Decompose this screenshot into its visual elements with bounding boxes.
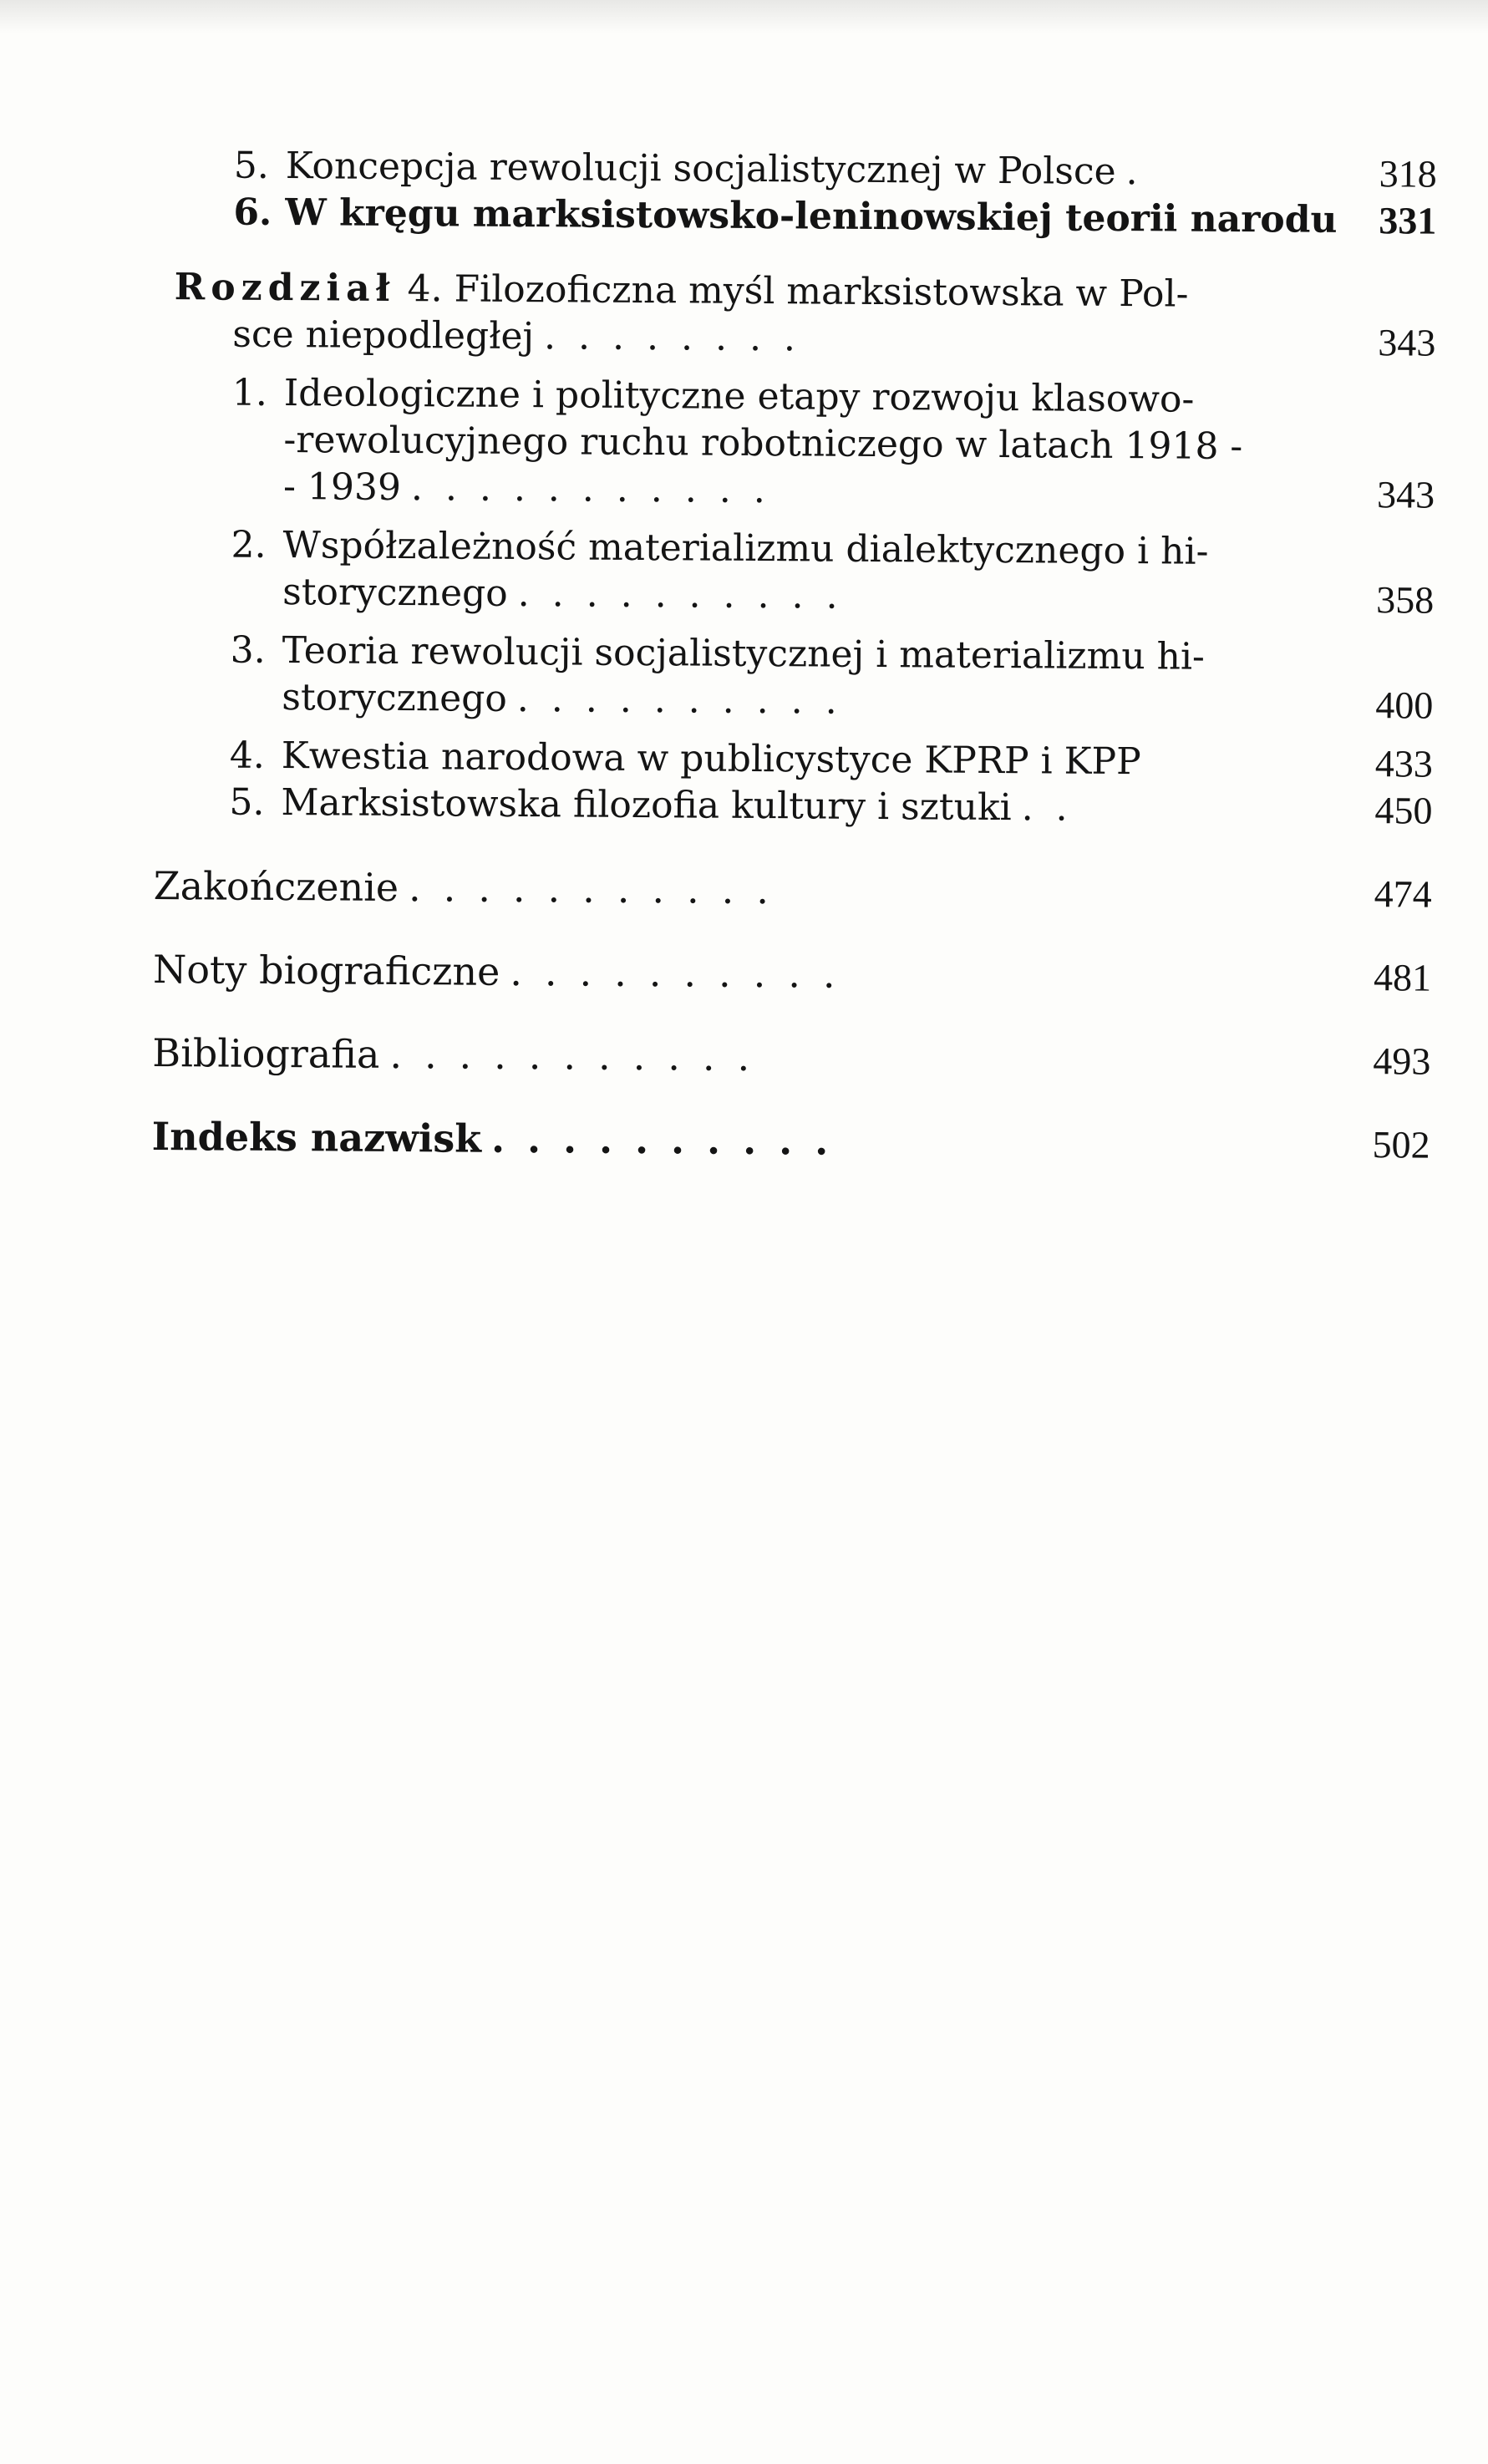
entry-title: Indeks nazwisk bbox=[151, 1113, 482, 1161]
entry-number: 5. bbox=[229, 780, 265, 824]
entry-title: Marksistowska filozofia kultury i sztuki bbox=[281, 781, 1012, 830]
toc-entry-continuation[interactable] bbox=[232, 312, 1435, 367]
entry-title-line1: Współzależność materializmu dialektycznego i hi- bbox=[282, 524, 1209, 573]
toc-entry[interactable] bbox=[232, 370, 1435, 425]
entry-title-line1: Ideologiczne i polityczne etapy rozwoju klasowo- bbox=[283, 372, 1195, 421]
toc-entry-indeks-nazwisk[interactable] bbox=[151, 1113, 1430, 1169]
scan-edge-shadow bbox=[0, 0, 1488, 33]
toc-entry[interactable] bbox=[231, 627, 1434, 683]
page-number: 343 bbox=[1376, 473, 1435, 516]
entry-number: 3. bbox=[230, 628, 266, 672]
toc-entry[interactable] bbox=[234, 143, 1437, 198]
leader-dots: ........... bbox=[410, 466, 788, 512]
page-number: 474 bbox=[1374, 872, 1432, 916]
toc-entry-zakonczenie[interactable] bbox=[154, 862, 1432, 918]
entry-number: 2. bbox=[231, 523, 267, 566]
entry-number: 4. bbox=[229, 734, 266, 777]
entry-title-line2: -rewolucyjnego ruchu robotniczego w latach 1918 - bbox=[283, 419, 1243, 469]
toc-entry[interactable] bbox=[230, 733, 1433, 788]
page-number: 450 bbox=[1374, 789, 1433, 832]
toc-entry[interactable] bbox=[231, 522, 1434, 577]
toc-entry-continuation[interactable] bbox=[282, 569, 1434, 624]
chapter-heading[interactable] bbox=[175, 264, 1436, 320]
entry-number: 6. bbox=[233, 191, 272, 234]
toc-entry-continuation[interactable] bbox=[283, 464, 1435, 519]
leader-dots: ........... bbox=[408, 865, 792, 913]
entry-title-line3: - 1939 bbox=[282, 465, 402, 510]
chapter-title-line1: Filozoficzna myśl marksistowska w Pol- bbox=[454, 267, 1189, 316]
entry-title: Noty biograficzne bbox=[152, 946, 500, 994]
leader-dots: ........... bbox=[389, 1031, 773, 1080]
leader-dots: .......... bbox=[516, 678, 860, 723]
page-number: 400 bbox=[1375, 683, 1434, 727]
entry-title: Zakończenie bbox=[153, 862, 399, 911]
leader-dots: .......... bbox=[517, 572, 861, 617]
leader-dots: . bbox=[1125, 150, 1160, 194]
entry-title: W kręgu marksistowsko-leninowskiej teorii narodu bbox=[285, 191, 1338, 241]
chapter-label: Rozdział bbox=[174, 266, 396, 310]
page-number: 331 bbox=[1379, 199, 1437, 242]
toc-entry-bibliografia[interactable] bbox=[152, 1029, 1430, 1085]
page-number: 358 bbox=[1376, 578, 1435, 622]
entry-title-line1: Teoria rewolucji socjalistycznej i materializmu hi- bbox=[282, 629, 1206, 678]
table-of-contents bbox=[151, 142, 1436, 1169]
leader-dots: .......... bbox=[490, 1115, 851, 1164]
leader-dots: .......... bbox=[510, 948, 858, 997]
toc-entry[interactable] bbox=[233, 190, 1436, 245]
page-number: 502 bbox=[1372, 1123, 1430, 1166]
toc-entry-continuation bbox=[283, 417, 1435, 472]
entry-title-line2: storycznego bbox=[282, 571, 508, 615]
toc-entry[interactable] bbox=[229, 780, 1432, 835]
leader-dots: ........ bbox=[543, 315, 819, 360]
entry-title-line2: storycznego bbox=[282, 676, 508, 720]
chapter-title-line2: sce niepodległej bbox=[232, 312, 535, 358]
entry-number: 5. bbox=[233, 144, 269, 187]
page-number: 493 bbox=[1373, 1039, 1431, 1083]
page-number: 433 bbox=[1374, 742, 1434, 785]
toc-entry-noty-biograficzne[interactable] bbox=[153, 946, 1431, 1002]
page-number: 318 bbox=[1379, 152, 1437, 196]
leader-dots: .. bbox=[1021, 786, 1090, 830]
page-number: 343 bbox=[1378, 321, 1436, 364]
entry-title: Bibliografia bbox=[152, 1029, 380, 1077]
page-number: 481 bbox=[1373, 956, 1432, 999]
entry-title: Koncepcja rewolucji socjalistycznej w Polsce bbox=[285, 145, 1116, 193]
entry-number: 1. bbox=[231, 371, 268, 414]
entry-title: Kwestia narodowa w publicystyce KPRP i KPP bbox=[281, 734, 1141, 784]
chapter-number: 4. bbox=[407, 267, 443, 311]
toc-entry-continuation[interactable] bbox=[282, 674, 1433, 729]
